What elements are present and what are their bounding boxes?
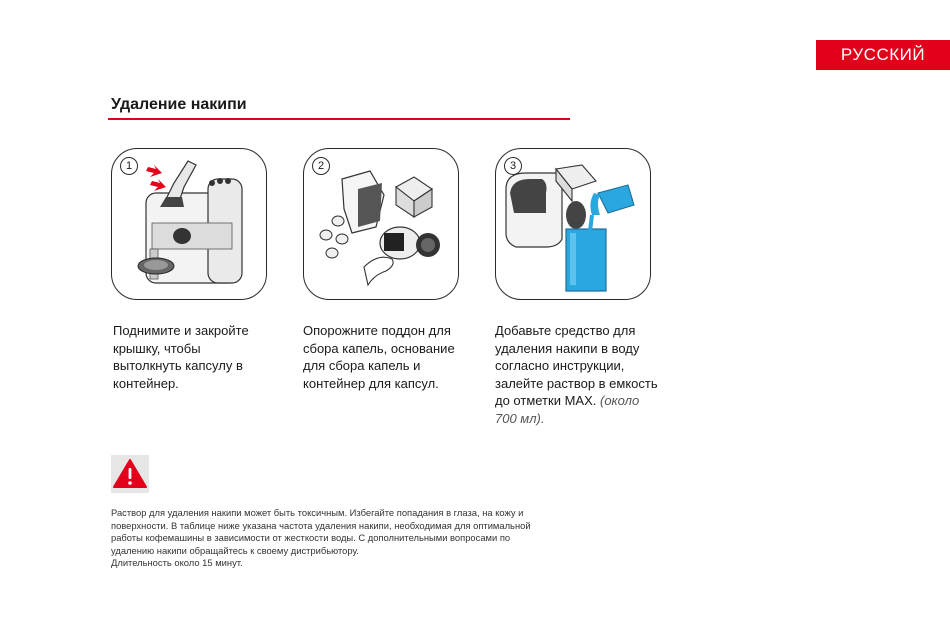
warning-line: Раствор для удаления накипи может быть токсичным. Избегайте попадания в глаза, на кожу и — [111, 507, 524, 518]
step-3-max-text: до отметки MAX. — [495, 393, 597, 408]
step-3-volume-note: (около — [599, 393, 640, 408]
step-1-number: 1 — [120, 157, 138, 175]
language-tab[interactable]: РУССКИЙ — [816, 40, 950, 70]
step-3-line: залейте раствор в емкость — [495, 375, 658, 391]
step-3-illustration — [495, 148, 651, 300]
step-2-text — [303, 322, 455, 392]
warning-box — [111, 455, 149, 493]
warning-line: Длительность около 15 минут. — [111, 557, 243, 569]
step-3-line: Добавьте средство для — [495, 323, 636, 338]
step-3-line: согласно инструкции, — [495, 358, 625, 373]
step-3-volume-note-2: 700 мл). — [495, 410, 545, 426]
step-1-line: Поднимите и закройте — [113, 323, 249, 338]
warning-line: удалению накипи обращайтесь к своему дистрибьютору. — [111, 544, 359, 556]
step-1-line: крышку, чтобы — [113, 340, 201, 356]
warning-line: работы кофемашины в зависимости от жесткости воды. С дополнительными вопросами по — [111, 532, 511, 544]
step-1-line: вытолкнуть капсулу в — [113, 358, 243, 373]
title-underline — [108, 118, 570, 120]
step-3-text — [495, 322, 658, 427]
step-2-number: 2 — [312, 157, 330, 175]
warning-line: поверхности. В таблице ниже указана частота удаления накипи, необходимая для оптимальной — [111, 519, 531, 531]
step-3-line: удаления накипи в воду — [495, 340, 640, 356]
step-2-line: Опорожните поддон для — [303, 323, 451, 338]
step-2-line: для сбора капель и — [303, 358, 421, 373]
step-1-text — [113, 322, 249, 392]
step-2-line: контейнер для капсул. — [303, 375, 439, 391]
warning-text — [111, 507, 571, 570]
step-3-line — [495, 392, 658, 410]
step-2-line: сбора капель, основание — [303, 340, 455, 356]
step-1-line: контейнер. — [113, 375, 179, 391]
step-3-number: 3 — [504, 157, 522, 175]
step-1-illustration — [111, 148, 267, 300]
step-2-illustration — [303, 148, 459, 300]
warning-triangle-icon — [111, 455, 149, 493]
page-title: Удаление накипи — [111, 96, 247, 113]
